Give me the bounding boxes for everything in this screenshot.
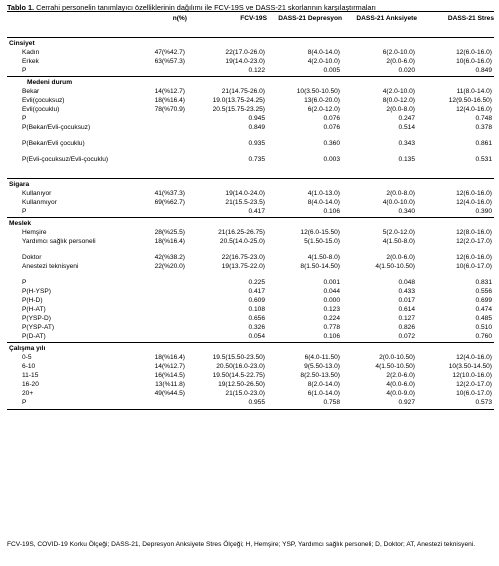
anxiety-cell: 0.247 (398, 115, 415, 122)
anxiety-cell: 0.048 (398, 279, 415, 286)
anxiety-cell: 4(0.0-6.0) (386, 381, 415, 388)
stress-cell: 0.378 (475, 124, 492, 131)
section-title: Medeni durum (7, 77, 494, 89)
anxiety-cell: 0.614 (398, 306, 415, 313)
n-percent-cell: 14(%12.7) (154, 88, 185, 95)
fcv19s-cell: 19.5(15.50-23.50) (212, 354, 265, 361)
row-label: P(Bekar/Evli-çocuksuz) (22, 124, 91, 131)
header-cell-anxiety: DASS-21 Anksiyete (342, 12, 417, 38)
stress-cell: 12(8.0-16.0) (456, 229, 492, 236)
depression-cell: 9(5.50-13.0) (304, 363, 340, 370)
anxiety-cell: 2(2.0-6.0) (386, 372, 415, 379)
fcv19s-cell: 0.417 (248, 208, 265, 215)
stress-cell: 0.485 (475, 315, 492, 322)
row-label: Yardımcı sağlık personeli (22, 238, 96, 245)
fcv19s-cell: 21(16.25-26.75) (218, 229, 265, 236)
row-label: P (22, 67, 27, 74)
row-label: Hemşire (22, 229, 47, 236)
table-row (7, 115, 494, 124)
caption-label: Tablo 1. (7, 3, 35, 12)
table-row (7, 297, 494, 306)
table-row (7, 315, 494, 324)
n-percent-cell: 18(%16.4) (154, 238, 185, 245)
row-label: P(H-YSP) (22, 288, 51, 295)
anxiety-cell: 0.343 (398, 140, 415, 147)
stress-cell: 0.748 (475, 115, 492, 122)
fcv19s-cell: 0.935 (248, 140, 265, 147)
n-percent-cell: 41(%37.3) (154, 190, 185, 197)
depression-cell: 8(1.50-14.50) (300, 263, 340, 270)
fcv19s-cell: 0.326 (248, 324, 265, 331)
n-percent-cell: 22(%20.0) (154, 263, 185, 270)
anxiety-cell: 0.433 (398, 288, 415, 295)
anxiety-cell: 0.340 (398, 208, 415, 215)
n-percent-cell: 47(%42.7) (154, 49, 185, 56)
anxiety-cell: 0.072 (398, 333, 415, 340)
n-percent-cell (117, 315, 187, 324)
depression-cell: 8(4.0-14.0) (307, 199, 340, 206)
n-percent-cell (117, 156, 187, 179)
row-label: 0-5 (22, 354, 32, 361)
row-label: P(D-AT) (22, 333, 46, 340)
section-header-row (7, 218, 494, 230)
table-row (7, 229, 494, 238)
depression-cell: 12(6.0-15.50) (300, 229, 340, 236)
depression-cell: 0.003 (323, 156, 340, 163)
row-label: P (22, 115, 27, 122)
table-row (7, 97, 494, 106)
stress-cell: 0.699 (475, 297, 492, 304)
stress-cell: 0.573 (417, 399, 494, 410)
row-label: P(H-D) (22, 297, 43, 304)
stress-cell: 0.556 (475, 288, 492, 295)
table-body (7, 38, 494, 410)
stress-cell: 12(4.0-16.0) (456, 354, 492, 361)
fcv19s-cell: 19.0(13.75-24.25) (212, 97, 265, 104)
header-cell-depression: DASS-21 Depresyon (267, 12, 342, 38)
n-percent-cell (117, 333, 187, 343)
row-label: P(YSP-AT) (22, 324, 55, 331)
depression-cell: 0.001 (323, 279, 340, 286)
table-row (7, 49, 494, 58)
n-percent-cell (117, 399, 187, 410)
depression-cell: 0.123 (323, 306, 340, 313)
depression-cell: 0.224 (323, 315, 340, 322)
depression-cell: 0.106 (323, 208, 340, 215)
fcv19s-cell: 19(13.75-22.0) (221, 263, 265, 270)
anxiety-cell: 5(2.0-12.0) (382, 229, 415, 236)
depression-cell: 0.778 (323, 324, 340, 331)
n-percent-cell: 18(%16.4) (154, 354, 185, 361)
fcv19s-cell: 0.945 (248, 115, 265, 122)
row-label: P(H-AT) (22, 306, 46, 313)
fcv19s-cell: 0.122 (248, 67, 265, 74)
table-row (7, 263, 494, 279)
fcv19s-cell: 19(12.50-26.50) (218, 381, 265, 388)
n-percent-cell (117, 297, 187, 306)
depression-cell: 0.000 (323, 297, 340, 304)
fcv19s-cell: 19(14.0-24.0) (225, 190, 265, 197)
stress-cell: 10(3.50-14.50) (448, 363, 492, 370)
fcv19s-cell: 19.50(14.5-22.75) (212, 372, 265, 379)
anxiety-cell: 6(2.0-10.0) (382, 49, 415, 56)
row-label: 11-15 (22, 372, 39, 379)
stress-cell: 12(4.0-16.0) (456, 199, 492, 206)
depression-cell: 0.076 (323, 124, 340, 131)
table-row (7, 288, 494, 297)
stress-cell: 12(6.0-16.0) (456, 254, 492, 261)
section-header-row (7, 343, 494, 355)
table-row (7, 399, 494, 410)
fcv19s-cell: 0.609 (248, 297, 265, 304)
row-label: P (7, 399, 117, 410)
n-percent-cell (117, 279, 187, 288)
header-cell-stress: DASS-21 Stres (417, 12, 494, 38)
anxiety-cell: 0.017 (398, 297, 415, 304)
depression-cell: 13(6.0-20.0) (304, 97, 340, 104)
n-percent-cell (117, 115, 187, 124)
anxiety-cell: 2(0.0-10.50) (379, 354, 415, 361)
fcv19s-cell: 0.417 (248, 288, 265, 295)
anxiety-cell: 4(1.50-8.0) (382, 238, 415, 245)
depression-cell: 8(2.0-14.0) (307, 381, 340, 388)
row-label: P(Evli-çocuksuz/Evli-çocuklu) (22, 156, 109, 163)
fcv19s-cell: 19(14.0-23.0) (225, 58, 265, 65)
row-label: 6-10 (22, 363, 36, 370)
table-row (7, 254, 494, 263)
n-percent-cell: 49(%44.5) (154, 390, 185, 397)
n-percent-cell: 13(%11.8) (155, 381, 185, 388)
fcv19s-cell: 0.955 (187, 399, 267, 410)
table-row (7, 390, 494, 399)
fcv19s-cell: 20.50(16.0-23.0) (216, 363, 265, 370)
n-percent-cell: 78(%70.9) (154, 106, 185, 113)
fcv19s-cell: 20.5(14.0-25.0) (219, 238, 265, 245)
row-label: Kullanmıyor (22, 199, 57, 206)
stress-cell: 0.760 (475, 333, 492, 340)
stress-cell: 10(6.0-16.0) (456, 58, 492, 65)
anxiety-cell: 2(0.0-8.0) (386, 106, 415, 113)
depression-cell: 0.044 (323, 288, 340, 295)
header-cell-fcv19s: FCV-19S (187, 12, 267, 38)
row-label: Kadın (22, 49, 40, 56)
table-row (7, 354, 494, 363)
table-row (7, 363, 494, 372)
table-row (7, 190, 494, 199)
depression-cell: 8(4.0-14.0) (307, 49, 340, 56)
n-percent-cell (117, 208, 187, 218)
anxiety-cell: 0.826 (398, 324, 415, 331)
depression-cell: 6(2.0-12.0) (307, 106, 340, 113)
table-row (7, 199, 494, 208)
n-percent-cell (117, 124, 187, 140)
n-percent-cell: 42(%38.2) (154, 254, 185, 261)
table-row (7, 106, 494, 115)
depression-cell: 0.106 (323, 333, 340, 340)
n-percent-cell (117, 140, 187, 156)
fcv19s-cell: 22(16.75-23.0) (221, 254, 265, 261)
depression-cell: 0.360 (323, 140, 340, 147)
anxiety-cell: 4(1.50-10.50) (375, 363, 415, 370)
section-title: Çalışma yılı (7, 343, 494, 355)
stress-cell: 12(2.0-17.0) (456, 238, 492, 245)
fcv19s-cell: 20.5(15.75-23.25) (212, 106, 265, 113)
n-percent-cell (117, 306, 187, 315)
caption-text: Cerrahi personelin tanımlayıcı özelliklerinin dağılımı ile FCV-19S ve DASS-21 skorlarının karşılaştırmaları (36, 3, 376, 12)
n-percent-cell: 69(%62.7) (154, 199, 185, 206)
row-label: Doktor (22, 254, 42, 261)
depression-cell: 4(1.50-8.0) (307, 254, 340, 261)
depression-cell: 8(2.50-13.50) (300, 372, 340, 379)
anxiety-cell: 2(0.0-6.0) (386, 58, 415, 65)
anxiety-cell: 4(0.0-10.0) (382, 199, 415, 206)
table-row (7, 381, 494, 390)
fcv19s-cell: 21(15.5-23.5) (225, 199, 265, 206)
section-title: Sigara (7, 179, 494, 191)
stress-cell: 10(6.0-17.0) (456, 263, 492, 270)
header-cell-n: n(%) (117, 12, 187, 38)
n-percent-cell: 14(%12.7) (154, 363, 185, 370)
stress-cell: 0.849 (475, 67, 492, 74)
depression-cell: 0.005 (323, 67, 340, 74)
table-row (7, 67, 494, 77)
stress-cell: 0.531 (475, 156, 492, 163)
fcv19s-cell: 0.849 (248, 124, 265, 131)
anxiety-cell: 0.020 (398, 67, 415, 74)
table-row (7, 58, 494, 67)
row-label: P (22, 208, 27, 215)
fcv19s-cell: 21(15.0-23.0) (225, 390, 265, 397)
section-header-row (7, 179, 494, 191)
section-header-row (7, 77, 494, 89)
section-title: Cinsiyet (9, 40, 35, 47)
stress-cell: 12(9.50-16.50) (448, 97, 492, 104)
table-row (7, 140, 494, 156)
anxiety-cell: 0.927 (342, 399, 417, 410)
stress-cell: 12(6.0-16.0) (456, 49, 492, 56)
stress-cell: 12(4.0-16.0) (456, 106, 492, 113)
row-label: Anestezi teknisyeni (22, 263, 79, 270)
table-row (7, 333, 494, 343)
anxiety-cell: 0.514 (398, 124, 415, 131)
anxiety-cell: 4(1.50-10.50) (375, 263, 415, 270)
anxiety-cell: 0.135 (398, 156, 415, 163)
n-percent-cell (117, 67, 187, 77)
n-percent-cell (117, 288, 187, 297)
table-row (7, 238, 494, 254)
anxiety-cell: 2(0.0-6.0) (386, 254, 415, 261)
results-table (7, 11, 494, 410)
table-row (7, 372, 494, 381)
row-label: 16-20 (22, 381, 39, 388)
stress-cell: 0.510 (475, 324, 492, 331)
stress-cell: 12(10.0-16.0) (452, 372, 492, 379)
row-label: P(YSP-D) (22, 315, 51, 322)
section-title: Meslek (7, 218, 494, 230)
header-cell-variable (7, 12, 117, 38)
n-percent-cell: 16(%14.5) (154, 372, 185, 379)
table-row (7, 324, 494, 333)
n-percent-cell: 63(%57.3) (154, 58, 185, 65)
depression-cell: 4(1.0-13.0) (307, 190, 340, 197)
stress-cell: 12(6.0-16.0) (456, 190, 492, 197)
fcv19s-cell: 22(17.0-26.0) (225, 49, 265, 56)
depression-cell: 0.758 (267, 399, 342, 410)
fcv19s-cell: 0.656 (248, 315, 265, 322)
depression-cell: 0.076 (323, 115, 340, 122)
row-label: Kullanıyor (22, 190, 52, 197)
anxiety-cell: 4(0.0-9.0) (386, 390, 415, 397)
table-row (7, 124, 494, 140)
table-row (7, 208, 494, 218)
row-label: Evli(çocuksuz) (22, 97, 65, 104)
table-row (7, 306, 494, 315)
table-row (7, 279, 494, 288)
anxiety-cell: 4(2.0-10.0) (382, 88, 415, 95)
row-label: Evli(çocuklu) (22, 106, 60, 113)
fcv19s-cell: 0.735 (248, 156, 265, 163)
fcv19s-cell: 0.108 (248, 306, 265, 313)
depression-cell: 5(1.50-15.0) (304, 238, 340, 245)
header-row (7, 12, 494, 38)
depression-cell: 6(1.0-14.0) (307, 390, 340, 397)
anxiety-cell: 2(0.0-8.0) (386, 190, 415, 197)
table-row (7, 88, 494, 97)
anxiety-cell: 0.127 (398, 315, 415, 322)
row-label: P(Bekar/Evli çocuklu) (22, 140, 85, 147)
section-header-row (7, 38, 494, 50)
fcv19s-cell: 21(14.75-26.0) (221, 88, 265, 95)
anxiety-cell: 8(0.0-12.0) (382, 97, 415, 104)
stress-cell: 0.474 (475, 306, 492, 313)
depression-cell: 10(3.50-10.50) (296, 88, 340, 95)
stress-cell: 0.831 (475, 279, 492, 286)
stress-cell: 11(8.0-14.0) (456, 88, 492, 95)
stress-cell: 0.861 (475, 140, 492, 147)
fcv19s-cell: 0.054 (248, 333, 265, 340)
n-percent-cell: 28(%25.5) (154, 229, 185, 236)
fcv19s-cell: 0.225 (248, 279, 265, 286)
row-label: 20+ (22, 390, 34, 397)
n-percent-cell: 18(%16.4) (154, 97, 185, 104)
stress-cell: 10(6.0-17.0) (456, 390, 492, 397)
stress-cell: 12(2.0-17.0) (456, 381, 492, 388)
row-label: Erkek (22, 58, 39, 65)
depression-cell: 4(2.0-10.0) (307, 58, 340, 65)
table-row (7, 156, 494, 179)
row-label: P (22, 279, 27, 286)
row-label: Bekar (22, 88, 40, 95)
depression-cell: 6(4.0-11.50) (304, 354, 340, 361)
n-percent-cell (117, 324, 187, 333)
table-footnote: FCV-19S, COVID-19 Korku Ölçeği; DASS-21, Depresyon Anksiyete Stres Ölçeği; H, Hemşire; YSP, Yardımcı sağlık personeli; D, Doktor; AT, Anestezi teknisyeni. (7, 541, 476, 548)
stress-cell: 0.390 (475, 208, 492, 215)
